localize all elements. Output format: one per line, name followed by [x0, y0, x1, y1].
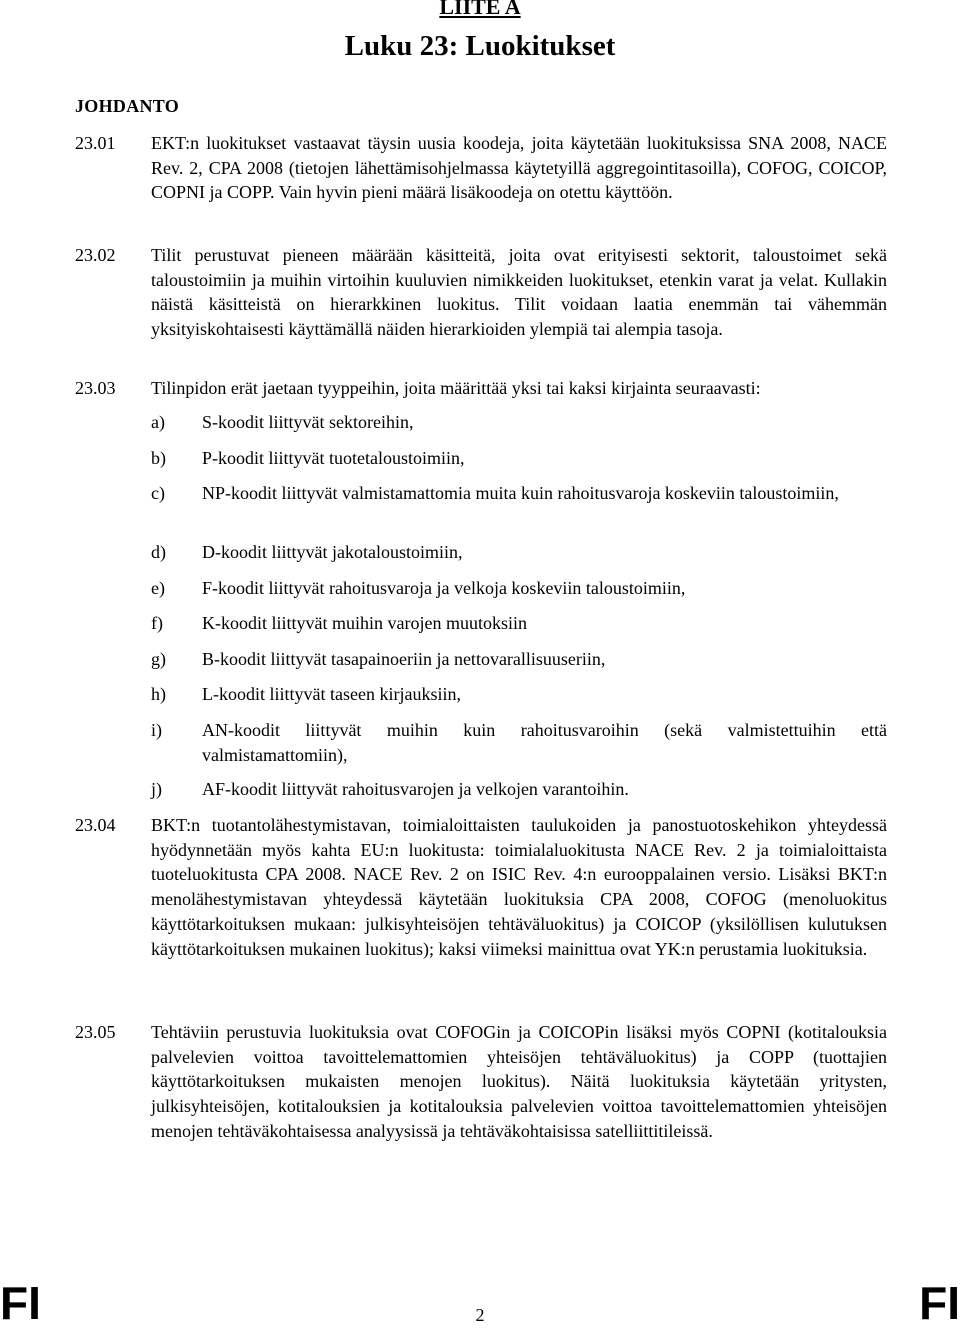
- footer-language-code-left: FI: [0, 1277, 41, 1329]
- list-item-letter: d): [151, 542, 166, 562]
- list-item-letter: h): [151, 684, 166, 704]
- list-item-text: F-koodit liittyvät rahoitusvaroja ja velkoja koskeviin taloustoimiin,: [202, 578, 686, 598]
- list-item: [151, 611, 887, 636]
- annex-label: LIITE A: [439, 0, 521, 19]
- list-item: [151, 647, 887, 672]
- list-item: [151, 682, 887, 707]
- list-item-text: NP-koodit liittyvät valmistamattomia muita kuin rahoitusvaroja koskeviin taloustoimiin,: [202, 483, 839, 503]
- paragraph-text: EKT:n luokitukset vastaavat täysin uusia koodeja, joita käytetään luokituksissa SNA 2008, NACE Rev. 2, CPA 2008 (tietojen lähettämisohjelmassa käytetyillä aggregointitasoilla), COFOG, COICOP, COPNI ja COPP. Vain hyvin pieni määrä lisäkoodeja on otettu käyttöön.: [151, 133, 887, 203]
- footer-language-code-right: FI: [919, 1277, 960, 1329]
- paragraph-23-05: [75, 1020, 887, 1144]
- list-item-text: AN-koodit liittyvät muihin kuin rahoitusvaroihin (sekä valmistettuihin että valmistamattomiin),: [202, 720, 887, 765]
- list-item-letter: b): [151, 448, 166, 468]
- list-item-text: B-koodit liittyvät tasapainoeriin ja nettovarallisuuseriin,: [202, 649, 606, 669]
- paragraph-23-04: [75, 813, 887, 961]
- paragraph-23-01: [75, 131, 887, 205]
- list-item: [151, 777, 887, 802]
- paragraph-text: Tilit perustuvat pieneen määrään käsitteitä, joita ovat erityisesti sektorit, taloustoimet sekä taloustoimiin ja muihin virtoihin kuuluvien nimikkeiden luokitukset, etenkin varat ja velat. Kullakin näistä käsitteistä on hierarkkinen luokitus. Tilit voidaan laatia enemmän tai vähemmän yksityiskohtaisesti käyttämällä näiden hierarkioiden ylempiä tai alempia tasoja.: [151, 245, 887, 340]
- list-item: [151, 410, 887, 435]
- paragraph-number: 23.01: [75, 133, 116, 153]
- paragraph-number: 23.05: [75, 1022, 116, 1042]
- paragraph-23-02: [75, 243, 887, 342]
- list-item-letter: c): [151, 483, 165, 503]
- list-item-letter: e): [151, 578, 165, 598]
- list-item-letter: a): [151, 412, 165, 432]
- list-item-text: S-koodit liittyvät sektoreihin,: [202, 412, 414, 432]
- paragraph-number: 23.04: [75, 815, 116, 835]
- list-item-letter: g): [151, 649, 166, 669]
- paragraph-text: Tilinpidon erät jaetaan tyyppeihin, joita määrittää yksi tai kaksi kirjainta seuraavasti:: [151, 378, 761, 398]
- paragraph-23-03: [75, 376, 887, 401]
- paragraph-number: 23.03: [75, 378, 116, 398]
- paragraph-number: 23.02: [75, 245, 116, 265]
- paragraph-text: Tehtäviin perustuvia luokituksia ovat COFOGin ja COICOPin lisäksi myös COPNI (kotitalouksia palvelevien voittoa tavoittelemattomien yhteisöjen tehtäväluokitus) ja COPP (tuottajien käyttötarkoituksen mukaisten menojen luokitus). Näitä luokituksia käytetään yritysten, julkisyhteisöjen, kotitalouksien ja kotitalouksia palvelevien voittoa tavoittelemattomien yhteisöjen menojen tehtäväkohtaisessa analyysissä ja tehtäväkohtaisissa satelliittitileissä.: [151, 1022, 887, 1141]
- paragraph-text: BKT:n tuotantolähestymistavan, toimialoittaisten taulukoiden ja panostuotoskehikon yhteydessä hyödynnetään myös kahta EU:n luokitusta: toimialaluokitusta NACE Rev. 2 ja toimialoittaista tuoteluokitusta CPA 2008. NACE Rev. 2 on ISIC Rev. 4:n eurooppalainen versio. Lisäksi BKT:n menolähestymistavan yhteydessä käytetään luokituksia CPA 2008, COFOG (menoluokitus käyttötarkoituksen mukaan: julkisyhteisöjen tehtäväluokitus) ja COICOP (yksilöllisen kulutuksen käyttötarkoituksen mukainen luokitus); kaksi viimeksi mainittua ovat YK:n perustamia luokituksia.: [151, 815, 887, 959]
- chapter-title: Luku 23: Luokitukset: [344, 30, 616, 62]
- section-heading: JOHDANTO: [75, 96, 180, 116]
- list-item-letter: j): [151, 779, 162, 799]
- list-item-text: AF-koodit liittyvät rahoitusvarojen ja velkojen varantoihin.: [202, 779, 629, 799]
- list-item: [151, 540, 887, 565]
- list-item: [151, 446, 887, 471]
- list-item: [151, 481, 887, 506]
- list-item-text: K-koodit liittyvät muihin varojen muutoksiin: [202, 613, 527, 633]
- list-item-text: D-koodit liittyvät jakotaloustoimiin,: [202, 542, 463, 562]
- list-item-text: L-koodit liittyvät taseen kirjauksiin,: [202, 684, 461, 704]
- list-item-letter: i): [151, 720, 162, 740]
- list-item-letter: f): [151, 613, 163, 633]
- list-item: [151, 718, 887, 767]
- list-item-text: P-koodit liittyvät tuotetaloustoimiin,: [202, 448, 465, 468]
- page-number: 2: [475, 1305, 485, 1325]
- list-item: [151, 576, 887, 601]
